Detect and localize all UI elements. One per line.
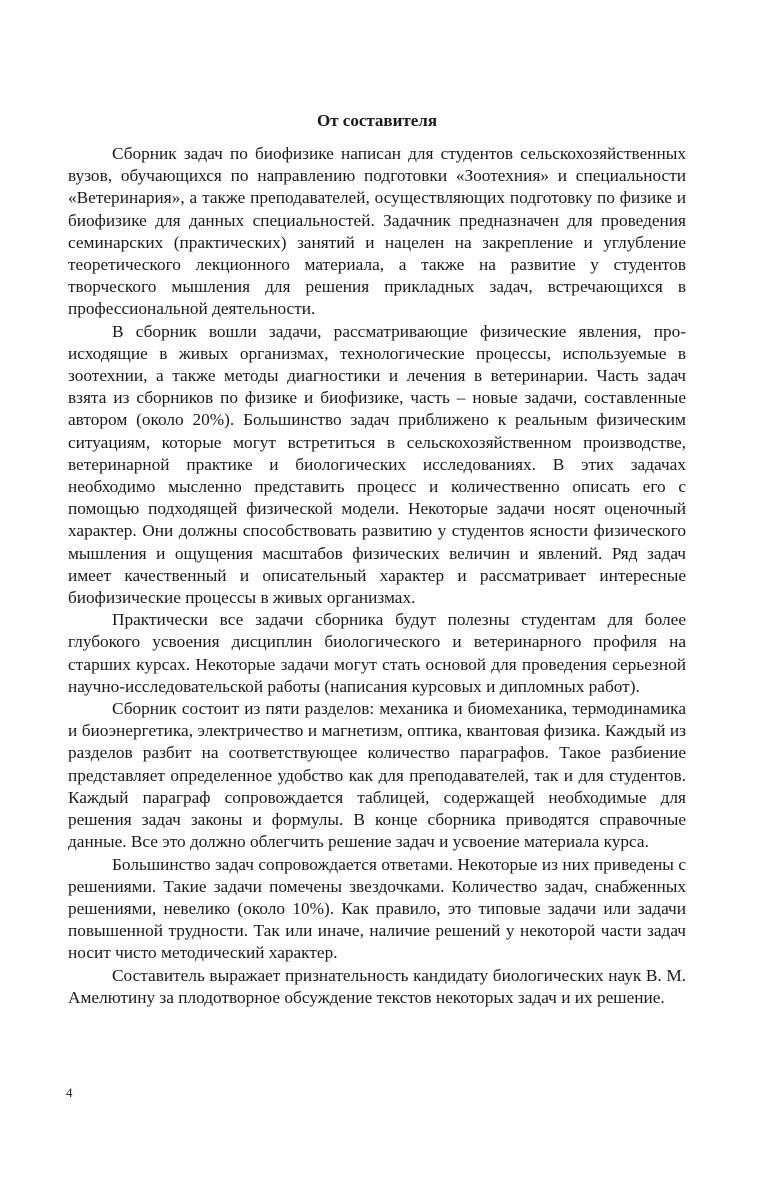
paragraph-contents: В сборник вошли задачи, рассматривающие физические явления, происходящие в живых организмах, технологические процессы, используемые в зоотехнии, а также методы диагностики и лечения в ветеринарии. Часть задач взята из сборников по физике и биофизике, часть – новые задачи, составленные автором (около 20%). Большинство задач приближено к реальным физическим ситуациям, которые могут встретиться в сельскохозяйственном производстве, ветеринарной практике и биологических исследованиях. В этих задачах необходимо мысленно представить процесс и количественно описать его с помощью подходящей физической модели. Некоторые задачи носят оценочный характер. Они должны способствовать развитию у студентов ясности физического мышления и ощущения масштабов физических величин и явлений. Ряд задач имеет качественный и описательный характер и рассматривает интересные биофизические процессы в живых организмах. bbox=[68, 321, 686, 608]
document-page bbox=[68, 100, 686, 1009]
page-number: 4 bbox=[66, 1085, 73, 1100]
section-title: От составителя bbox=[316, 111, 438, 130]
paragraph-acknowledgement: Составитель выражает признательность кандидату биологических наук В. М. Амелютину за плодотворное обсуждение текстов некоторых задач и их решение. bbox=[68, 965, 686, 1007]
paragraph-intro: Сборник задач по биофизике написан для студентов сельскохозяйственных вузов, обучающихся по направлению подготовки «Зоотехния» и специальности «Ветеринария», а также преподавателей, осуществляющих подготовку по физике и биофизике для данных специальностей. Задачник предназначен для проведения семинарских (практических) занятий и нацелен на закрепление и углубление теоретического лекционного материала, а также на развитие у студентов творческого мышления для решения прикладных задач, встречающихся в профессиональной деятельности. bbox=[68, 144, 686, 319]
paragraph-structure: Сборник состоит из пяти разделов: механика и биомеханика, термодинамика и биоэнергетика, электричество и магнетизм, оптика, квантовая физика. Каждый из разделов разбит на соответствующее количество параграфов. Такое разбиение представляет определенное удобство как для преподавателей, так и для студентов. Каждый параграф сопровождается таблицей, содержащей необходимые для решения задач законы и формулы. В конце сборника приводятся справочные данные. Все это должно облегчить решение задач и усвоение материала курса. bbox=[68, 699, 686, 852]
paragraph-answers: Большинство задач сопровождается ответами. Некоторые из них приведены с решениями. Такие задачи помечены звездочками. Количество задач, снабженных решениями, невелико (около 10%). Как правило, это типовые задачи или задачи повышенной трудности. Так или иначе, наличие решений у некоторой части задач носит чисто методический характер. bbox=[68, 854, 686, 963]
paragraph-usefulness: Практически все задачи сборника будут полезны студентам для более глубокого усвоения дисциплин биологического и ветеринарного профиля на старших курсах. Некоторые задачи могут стать основой для проведения серьезной научно-исследовательской работы (написания курсовых и дипломных работ). bbox=[68, 610, 686, 696]
